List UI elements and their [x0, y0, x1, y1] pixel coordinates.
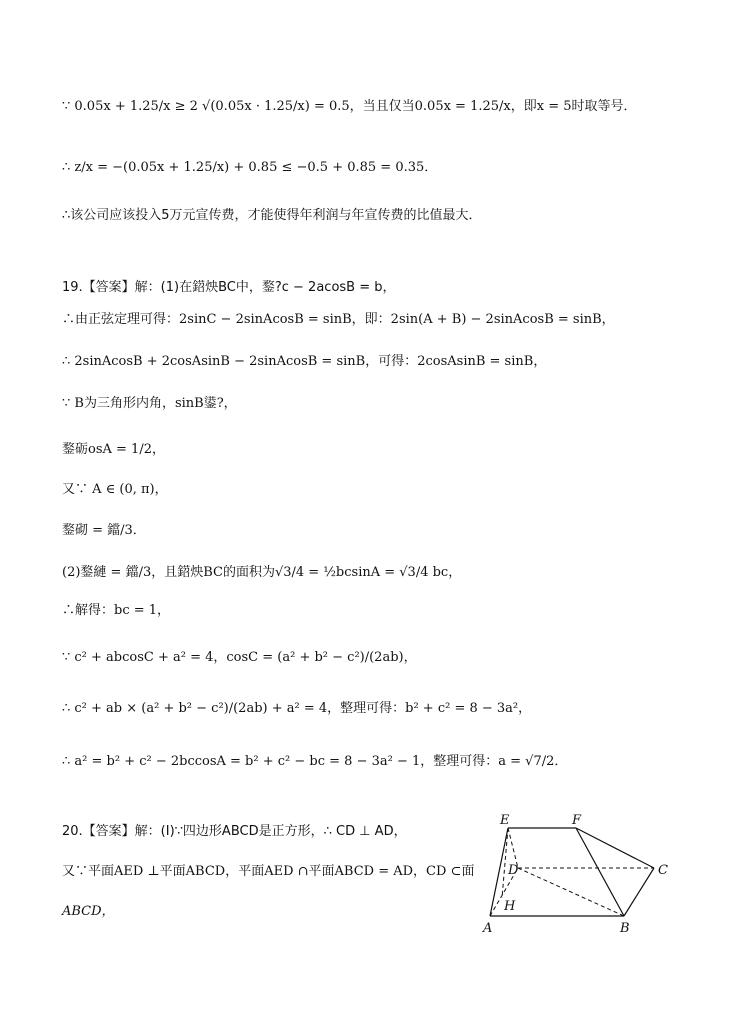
label-e: E — [500, 813, 510, 828]
math-line: ∴解得：bc = 1， — [62, 603, 171, 618]
answer-19-heading: 19.【答案】解：(1)在鍣炴BC中，鍪?c − 2acosB = b， — [62, 280, 396, 295]
math-line: (2)鍪縺 = 鐺/3，且鍣炴BC的面积为√3/4 = ½bcsinA = √3/4 bc， — [62, 565, 462, 580]
edge-bc — [624, 868, 654, 916]
label-h: H — [504, 899, 516, 914]
math-line: ∵ B为三角形内角，sinB鍙?， — [62, 396, 237, 411]
math-line: 又∵ A ∈ (0, π)， — [62, 482, 168, 497]
math-line: ∵ 0.05x + 1.25/x ≥ 2 √(0.05x · 1.25/x) = 0.5，当且仅当0.05x = 1.25/x，即x = 5时取等号． — [62, 99, 637, 114]
edge-db — [518, 868, 624, 916]
label-a: A — [483, 921, 493, 936]
math-line: ∴ c² + ab × (a² + b² − c²)/(2ab) + a² = 4，整理可得：b² + c² = 8 − 3a²， — [62, 701, 532, 716]
geometry-figure — [478, 808, 678, 938]
math-line: ABCD， — [62, 904, 115, 919]
edge-fc — [576, 828, 654, 868]
math-line: 鍪砺osA = 1/2， — [62, 442, 165, 457]
math-line: ∴ 2sinAcosB + 2cosAsinB − 2sinAcosB = sinB，可得：2cosAsinB = sinB， — [62, 354, 547, 369]
math-line: 鍪砌 = 鐺/3． — [62, 523, 146, 538]
label-f: F — [572, 813, 582, 828]
label-b: B — [620, 921, 630, 936]
answer-20-heading: 20.【答案】解：(Ⅰ)∵四边形ABCD是正方形，∴ CD ⊥ AD， — [62, 824, 407, 839]
math-line: ∵ c² + abcosC + a² = 4，cosC = (a² + b² − c²)/(2ab)， — [62, 650, 417, 665]
edge-fb — [576, 828, 624, 916]
math-line: 又∵平面AED ⊥平面ABCD，平面AED ∩平面ABCD = AD，CD ⊂面 — [62, 864, 475, 879]
label-d: D — [508, 863, 519, 878]
conclusion-line: ∴该公司应该投入5万元宣传费，才能使得年利润与年宣传费的比值最大． — [62, 208, 482, 223]
edge-ed — [508, 828, 518, 868]
math-line: ∴由正弦定理可得：2sinC − 2sinAcosB = sinB，即：2sin(A + B) − 2sinAcosB = sinB， — [62, 312, 615, 327]
math-line: ∴ z/x = −(0.05x + 1.25/x) + 0.85 ≤ −0.5 + 0.85 = 0.35． — [62, 160, 438, 175]
math-line: ∴ a² = b² + c² − 2bccosA = b² + c² − bc = 8 − 3a² − 1，整理可得：a = √7/2． — [62, 754, 568, 769]
label-c: C — [658, 863, 668, 878]
